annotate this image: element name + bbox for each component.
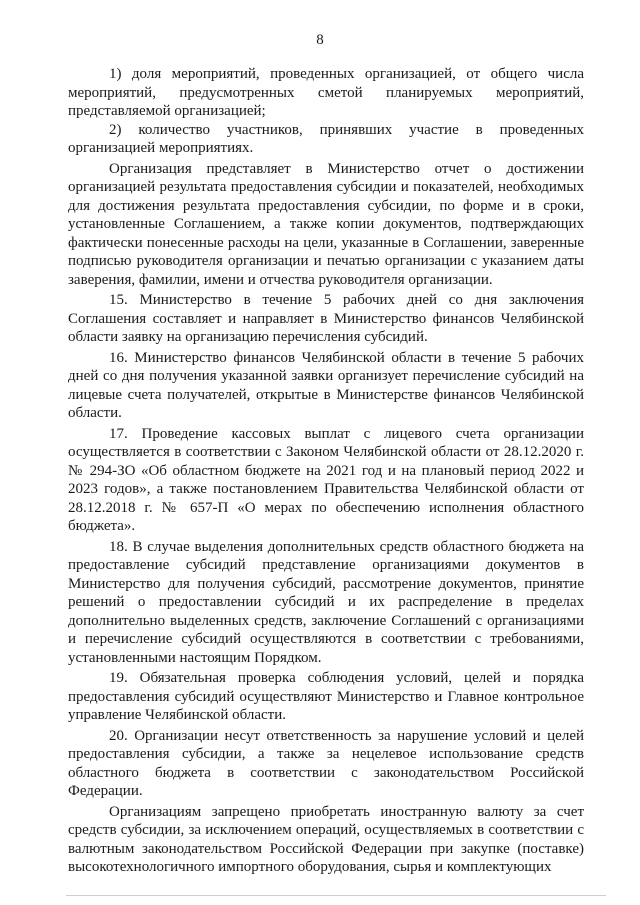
paragraph-item-15: 15. Министерство в течение 5 рабочих дней со дня заключения Соглашения составляет и направляет в Министерство финансов Челябинской области заявку на организацию перечисления субсидий. bbox=[68, 292, 584, 345]
paragraph-item-20: 20. Организации несут ответственность за нарушение условий и целей предоставления субсидии, а также за нецелевое использование средств областного бюджета в соответствии с законодательством Российской Федерации. bbox=[68, 727, 584, 799]
paragraph-report: Организация представляет в Министерство отчет о достижении организацией результата предоставления субсидии и показателей, необходимых для достижения результата предоставления субсидии, по форме и в сроки, установленные Соглашением, а также копии документов, подтверждающих фактически понесенные расходы на цели, указанные в Соглашении, заверенные подписью руководителя организации и печатью организации с указанием даты заверения, фамилии, имени и отчества руководителя организации. bbox=[68, 160, 584, 288]
document-body bbox=[68, 65, 584, 877]
paragraph-item-16: 16. Министерство финансов Челябинской области в течение 5 рабочих дней со дня получения указанной заявки организует перечисление субсидий на лицевые счета получателей, открытые в Министерстве финансов Челябинской области. bbox=[68, 349, 584, 421]
bottom-edge-line bbox=[66, 895, 606, 896]
paragraph-indicator-1: 1) доля мероприятий, проведенных организацией, от общего числа мероприятий, предусмотренных сметой планируемых мероприятий, представляемой организацией; bbox=[68, 66, 584, 119]
page-number: 8 bbox=[316, 32, 324, 48]
paragraph-item-18: 18. В случае выделения дополнительных средств областного бюджета на предоставление субсидий представление организациями документов в Министерство для получения субсидий, рассмотрение документов, принятие решений о предоставлении субсидий и их распределение в пределах дополнительно выделенных средств, заключение Соглашений с организациями и перечисление субсидий осуществляются в соответствии с требованиями, установленными настоящим Порядком. bbox=[68, 538, 584, 666]
paragraph-currency-restriction: Организациям запрещено приобретать иностранную валюту за счет средств субсидии, за исключением операций, осуществляемых в соответствии с валютным законодательством Российской Федерации при закупке (поставке) высокотехнологичного импортного оборудования, сырья и комплектующих bbox=[68, 803, 584, 875]
paragraph-item-19: 19. Обязательная проверка соблюдения условий, целей и порядка предоставления субсидий осуществляют Министерство и Главное контрольное управление Челябинской области. bbox=[68, 670, 584, 723]
paragraph-item-17: 17. Проведение кассовых выплат с лицевого счета организации осуществляется в соответствии с Законом Челябинской области от 28.12.2020 г. № 294-ЗО «Об областном бюджете на 2021 год и на плановый период 2022 и 2023 годов», а также постановлением Правительства Челябинской области от 28.12.2018 г. № 657-П «О мерах по обеспечению исполнения областного бюджета». bbox=[68, 425, 584, 534]
paragraph-indicator-2: 2) количество участников, принявших участие в проведенных организацией мероприятиях. bbox=[68, 121, 584, 156]
